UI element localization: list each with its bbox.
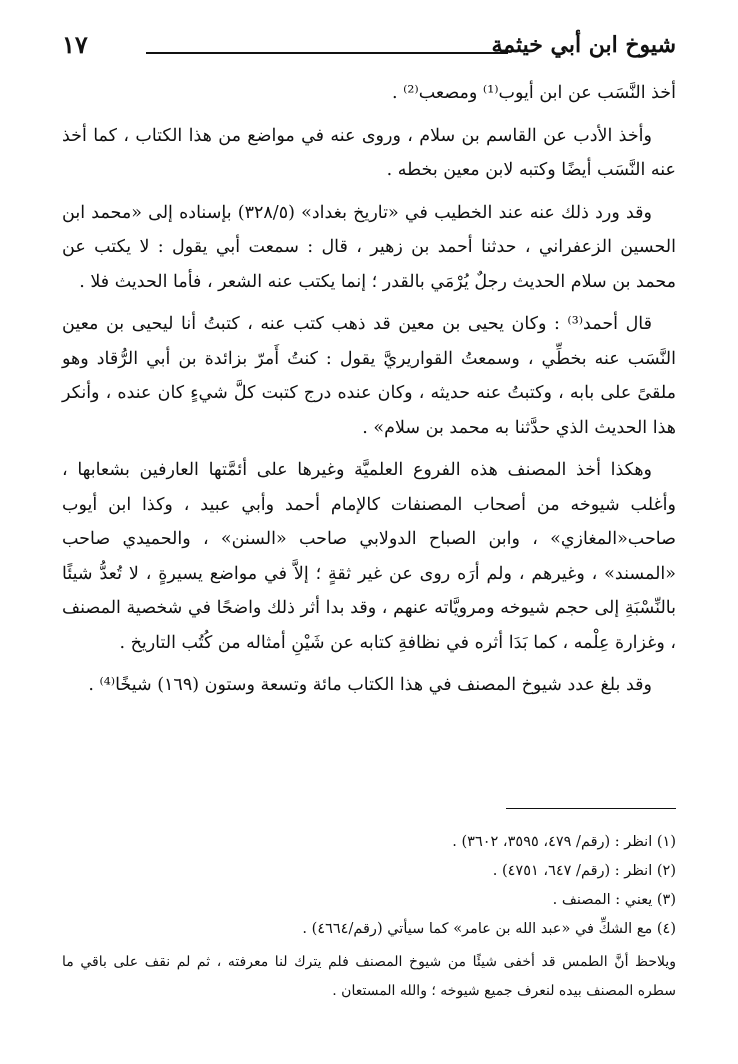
paragraph-3: وقد ورد ذلك عنه عند الخطيب في «تاريخ بغداد» (٣٢٨/٥) بإسناده إلى «محمد ابن الحسين الزعفراني ، حدثنا أحمد بن زهير ، قال : سمعت أبي يقول : لا يكتب عن محمد بن سلام الحديث رجلٌ يُرْمَي بالقدر ؛ إنما يكتب عنه الشعر ، فأما الحديث فلا . (62, 202, 676, 292)
footnotes (62, 828, 676, 1006)
paragraph-1: أخذ النَّسَب عن ابن أيوب⁽¹⁾ ومصعب⁽²⁾ . (391, 83, 676, 103)
page-number: ١٧ (62, 30, 88, 59)
running-title: شيوخ ابن أبي خيثمة (491, 32, 676, 58)
footnote-separator (506, 808, 676, 809)
paragraph-4: قال أحمد⁽³⁾ : وكان يحيى بن معين قد ذهب كتب عنه ، كتبتُ أنا ليحيى بن معين النَّسَب عنه بخطِّي ، وسمعتُ القواريريَّ يقول : كنتُ أَمرّ بزائدة بن أبي الرُّقاد وهو ملقىً على بابه ، وكتبتُ عنه حديثه ، وكان عنده درج كتبت كلَّ شيءٍ كان عنده ، وأنكر هذا الحديث الذي حدَّثنا به محمد بن سلام» . (62, 314, 676, 438)
paragraph-2: وأخذ الأدب عن القاسم بن سلام ، وروى عنه في مواضع من هذا الكتاب ، كما أخذ عنه النَّسَب أيضًا وكتبه لابن معين بخطه . (62, 125, 676, 180)
main-text (62, 76, 676, 711)
footnote-1: (١) انظر : (رقم/ ٤٧٩، ٣٥٩٥، ٣٦٠٢) . (452, 834, 676, 850)
footnote-4: (٤) مع الشكِّ في «عبد الله بن عامر» كما سيأتي (رقم/٤٦٦٤) . (302, 921, 676, 937)
header-rule (146, 52, 508, 54)
running-header (62, 28, 676, 68)
paragraph-5: وهكذا أخذ المصنف هذه الفروع العلميَّة وغيرها على أئمَّتها العارفين بشعابها ، وأغلب شيوخه من أصحاب المصنفات كالإمام أحمد وأبي عبيد ، وكذا ابن أيوب صاحب«المغازي» ، وابن الصباح الدولابي صاحب «السنن» ، والحميدي صاحب «المسند» ، وغيرهم ، ولم أرَه روى عن غير ثقةٍ ؛ إلاَّ في مواضع يسيرةٍ ، لا تُعدُّ شيئًا بالنِّسْبَةِ إلى حجم شيوخه ومرويَّاته عنهم ، وقد بدا أثر ذلك واضحًا في شخصية المصنف ، وغزارة عِلْمه ، كما بَدَا أثره في نظافةِ كتابه عن شَيْنِ أمثاله من كُتُب التاريخ . (62, 460, 676, 653)
footnote-3: (٣) يعني : المصنف . (552, 892, 676, 908)
footnote-2: (٢) انظر : (رقم/ ٦٤٧، ٤٧٥١) . (492, 863, 676, 879)
paragraph-6: وقد بلغ عدد شيوخ المصنف في هذا الكتاب مائة وتسعة وستون (١٦٩) شيخًا⁽⁴⁾ . (88, 675, 652, 695)
footnote-4-remark: ويلاحظ أنَّ الطمس قد أخفى شيئًا من شيوخ المصنف فلم يترك لنا معرفته ، ثم لم نقف على باقي ما سطره المصنف بيده لنعرف جميع شيوخه ؛ والله المستعان . (62, 954, 676, 999)
